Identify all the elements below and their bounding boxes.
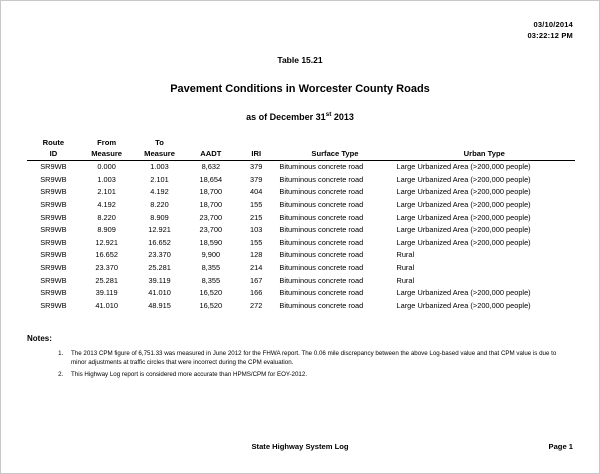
cell-urban: Large Urbanized Area (>200,000 people) xyxy=(396,187,531,197)
table-row xyxy=(27,237,575,250)
cell-from: 4.192 xyxy=(97,200,116,210)
cell-aadt: 16,520 xyxy=(199,300,223,310)
cell-urban: Rural xyxy=(396,250,415,260)
cell-iri: 155 xyxy=(250,200,263,210)
cell-iri: 379 xyxy=(250,162,263,172)
cell-route: SR9WB xyxy=(40,162,67,172)
cell-route: SR9WB xyxy=(40,225,67,235)
notes-section xyxy=(27,334,573,380)
cell-from: 23.370 xyxy=(95,263,118,273)
cell-aadt: 8,632 xyxy=(201,162,221,172)
cell-iri: 404 xyxy=(250,187,263,197)
cell-aadt: 23,700 xyxy=(199,212,223,222)
cell-urban: Large Urbanized Area (>200,000 people) xyxy=(396,288,531,298)
cell-surface: Bituminous concrete road xyxy=(279,263,364,273)
note-item: 1. The 2013 CPM figure of 6,751.33 was measured in June 2012 for the FHWA report. The 0.06 mile discrepancy between the above Log-based value and that CPM value is due to minor adjustments at traffic circles that were incorrect during the CPM evaluation. xyxy=(65,350,573,367)
cell-iri: 379 xyxy=(250,174,263,184)
cell-from: 16.652 xyxy=(95,250,118,260)
cell-aadt: 8,355 xyxy=(201,275,221,285)
cell-from: 0.000 xyxy=(97,162,116,172)
cell-route: SR9WB xyxy=(40,288,67,298)
cell-surface: Bituminous concrete road xyxy=(279,174,364,184)
cell-surface: Bituminous concrete road xyxy=(279,300,364,310)
table-row xyxy=(27,249,575,262)
col-header-route-top: Route xyxy=(42,138,65,147)
subtitle-ordinal: st xyxy=(325,111,332,118)
cell-surface: Bituminous concrete road xyxy=(279,288,364,298)
col-header-to-measure: Measure xyxy=(133,149,185,161)
cell-iri: 166 xyxy=(250,288,263,298)
cell-route: SR9WB xyxy=(40,263,67,273)
cell-route: SR9WB xyxy=(40,200,67,210)
table-row xyxy=(27,161,575,174)
cell-from: 12.921 xyxy=(95,237,118,247)
col-header-urban-type: Urban Type xyxy=(393,149,575,161)
table-row xyxy=(27,199,575,212)
pavement-conditions-table xyxy=(27,138,575,312)
cell-route: SR9WB xyxy=(40,300,67,310)
cell-aadt: 16,520 xyxy=(199,288,223,298)
cell-aadt: 18,654 xyxy=(199,174,223,184)
cell-from: 2.101 xyxy=(97,187,116,197)
cell-iri: 128 xyxy=(250,250,263,260)
cell-iri: 214 xyxy=(250,263,263,273)
cell-to: 2.101 xyxy=(150,174,169,184)
report-date: 03/10/2014 xyxy=(533,20,573,29)
cell-urban: Large Urbanized Area (>200,000 people) xyxy=(396,212,531,222)
cell-to: 8.220 xyxy=(150,200,169,210)
col-header-surface-type: Surface Type xyxy=(276,149,393,161)
col-header-route-id: ID xyxy=(27,149,80,161)
cell-to: 39.119 xyxy=(148,275,171,285)
cell-to: 41.010 xyxy=(148,288,171,298)
cell-surface: Bituminous concrete road xyxy=(279,275,364,285)
cell-surface: Bituminous concrete road xyxy=(279,237,364,247)
cell-to: 12.921 xyxy=(148,225,171,235)
col-header-aadt-spacer xyxy=(186,138,236,149)
cell-to: 8.909 xyxy=(150,212,169,222)
cell-route: SR9WB xyxy=(40,187,67,197)
cell-iri: 215 xyxy=(250,212,263,222)
col-header-aadt: AADT xyxy=(186,149,236,161)
cell-to: 16.652 xyxy=(148,237,171,247)
col-header-urban-spacer xyxy=(393,138,575,149)
cell-surface: Bituminous concrete road xyxy=(279,162,364,172)
cell-urban: Large Urbanized Area (>200,000 people) xyxy=(396,237,531,247)
cell-urban: Rural xyxy=(396,275,415,285)
cell-aadt: 23,700 xyxy=(199,225,223,235)
cell-iri: 167 xyxy=(250,275,263,285)
subtitle-post: 2013 xyxy=(331,112,354,122)
report-timestamp xyxy=(27,19,573,41)
cell-urban: Large Urbanized Area (>200,000 people) xyxy=(396,174,531,184)
cell-from: 1.003 xyxy=(97,174,116,184)
cell-surface: Bituminous concrete road xyxy=(279,212,364,222)
cell-urban: Large Urbanized Area (>200,000 people) xyxy=(396,300,531,310)
table-head xyxy=(27,138,575,161)
cell-aadt: 18,700 xyxy=(199,200,223,210)
cell-from: 8.220 xyxy=(97,212,116,222)
page-title: Pavement Conditions in Worcester County Roads xyxy=(170,83,430,95)
col-header-surface-spacer xyxy=(276,138,393,149)
notes-heading: Notes: xyxy=(27,334,52,344)
footer-inner xyxy=(27,442,573,451)
cell-route: SR9WB xyxy=(40,275,67,285)
note-item: 2. This Highway Log report is considered more accurate than HPMS/CPM for EOY-2012. xyxy=(65,371,573,380)
cell-surface: Bituminous concrete road xyxy=(279,250,364,260)
cell-to: 48.915 xyxy=(148,300,171,310)
table-row xyxy=(27,211,575,224)
cell-route: SR9WB xyxy=(40,212,67,222)
cell-route: SR9WB xyxy=(40,174,67,184)
notes-list xyxy=(27,350,573,380)
cell-surface: Bituminous concrete road xyxy=(279,187,364,197)
table-row xyxy=(27,186,575,199)
table-row xyxy=(27,300,575,313)
cell-iri: 103 xyxy=(250,225,263,235)
cell-from: 39.119 xyxy=(95,288,118,298)
footer-title: State Highway System Log xyxy=(251,442,349,451)
table-row xyxy=(27,287,575,300)
table-row xyxy=(27,224,575,237)
cell-route: SR9WB xyxy=(40,237,67,247)
col-header-from-measure: Measure xyxy=(80,149,134,161)
footer-page-number: Page 1 xyxy=(548,442,573,451)
cell-to: 25.281 xyxy=(148,263,171,273)
cell-urban: Large Urbanized Area (>200,000 people) xyxy=(396,225,531,235)
col-header-from-top: From xyxy=(97,138,117,147)
cell-aadt: 8,355 xyxy=(201,263,221,273)
col-header-iri: IRI xyxy=(236,149,276,161)
col-header-iri-spacer xyxy=(236,138,276,149)
report-time: 03:22:12 PM xyxy=(527,31,573,40)
cell-to: 4.192 xyxy=(150,187,169,197)
cell-aadt: 18,700 xyxy=(199,187,223,197)
cell-iri: 272 xyxy=(250,300,263,310)
cell-urban: Large Urbanized Area (>200,000 people) xyxy=(396,200,531,210)
cell-surface: Bituminous concrete road xyxy=(279,225,364,235)
cell-urban: Large Urbanized Area (>200,000 people) xyxy=(396,162,531,172)
table-row xyxy=(27,174,575,187)
cell-aadt: 9,900 xyxy=(201,250,221,260)
cell-to: 1.003 xyxy=(150,162,169,172)
cell-from: 41.010 xyxy=(95,300,118,310)
col-header-to-top: To xyxy=(155,138,164,147)
cell-iri: 155 xyxy=(250,237,263,247)
cell-urban: Rural xyxy=(396,263,415,273)
subtitle-pre: as of December 31 xyxy=(246,112,326,122)
table-label: Table 15.21 xyxy=(277,55,323,65)
cell-from: 25.281 xyxy=(95,275,118,285)
table-row xyxy=(27,262,575,275)
title-block xyxy=(27,55,573,122)
table-header-row-bottom xyxy=(27,149,575,161)
cell-route: SR9WB xyxy=(40,250,67,260)
table-header-row-top xyxy=(27,138,575,149)
table-body xyxy=(27,161,575,313)
cell-surface: Bituminous concrete road xyxy=(279,200,364,210)
table-row xyxy=(27,274,575,287)
cell-from: 8.909 xyxy=(97,225,116,235)
cell-aadt: 18,590 xyxy=(199,237,223,247)
cell-to: 23.370 xyxy=(148,250,171,260)
page-subtitle xyxy=(27,111,573,122)
page-footer xyxy=(27,442,573,451)
